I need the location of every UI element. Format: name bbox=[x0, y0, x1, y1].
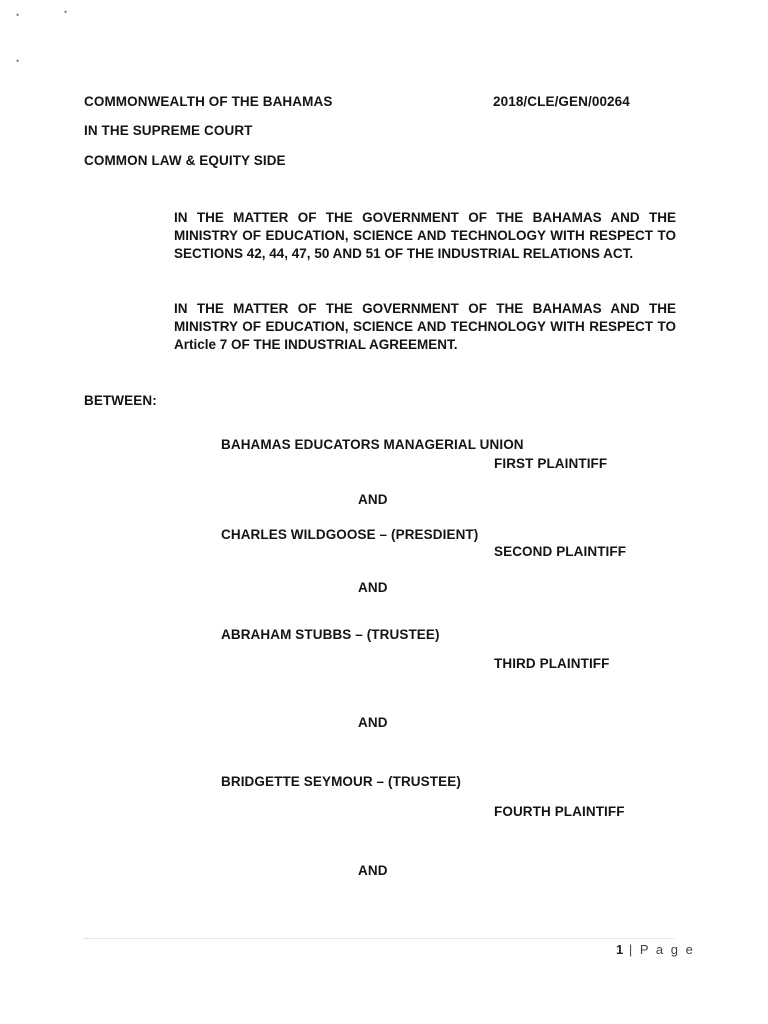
header-court: IN THE SUPREME COURT bbox=[84, 123, 253, 138]
between-label: BETWEEN: bbox=[84, 393, 157, 408]
party-name-1: BAHAMAS EDUCATORS MANAGERIAL UNION bbox=[221, 437, 524, 452]
footer-divider bbox=[84, 938, 674, 939]
matter-paragraph-2: IN THE MATTER OF THE GOVERNMENT OF THE BAHAMAS AND THE MINISTRY OF EDUCATION, SCIENCE AND TECHNOLOGY WITH RESPECT TO Article 7 OF THE INDUSTRIAL AGREEMENT. bbox=[174, 301, 676, 352]
matter-paragraph-1: IN THE MATTER OF THE GOVERNMENT OF THE BAHAMAS AND THE MINISTRY OF EDUCATION, SCIENCE AND TECHNOLOGY WITH RESPECT TO SECTIONS 42, 44, 47, 50 AND 51 OF THE INDUSTRIAL RELATIONS ACT. bbox=[174, 210, 676, 261]
and-separator: AND bbox=[358, 863, 388, 878]
page-number-value: 1 bbox=[616, 942, 624, 957]
page-number bbox=[616, 942, 695, 957]
case-number: 2018/CLE/GEN/00264 bbox=[493, 94, 630, 109]
party-role-4: FOURTH PLAINTIFF bbox=[494, 804, 625, 819]
party-role-1: FIRST PLAINTIFF bbox=[494, 456, 608, 471]
and-separator: AND bbox=[358, 492, 388, 507]
scan-speck: • bbox=[16, 10, 20, 20]
party-role-2: SECOND PLAINTIFF bbox=[494, 544, 627, 559]
and-separator: AND bbox=[358, 715, 388, 730]
party-role-3: THIRD PLAINTIFF bbox=[494, 656, 610, 671]
header-country: COMMONWEALTH OF THE BAHAMAS bbox=[84, 94, 333, 109]
header-side: COMMON LAW & EQUITY SIDE bbox=[84, 153, 286, 168]
page-label: | P a g e bbox=[628, 942, 695, 957]
party-name-3: ABRAHAM STUBBS – (TRUSTEE) bbox=[221, 627, 440, 642]
scan-speck: • bbox=[64, 7, 68, 17]
party-name-4: BRIDGETTE SEYMOUR – (TRUSTEE) bbox=[221, 774, 461, 789]
scan-speck: • bbox=[16, 56, 20, 66]
party-name-2: CHARLES WILDGOOSE – (PRESDIENT) bbox=[221, 527, 479, 542]
and-separator: AND bbox=[358, 580, 388, 595]
